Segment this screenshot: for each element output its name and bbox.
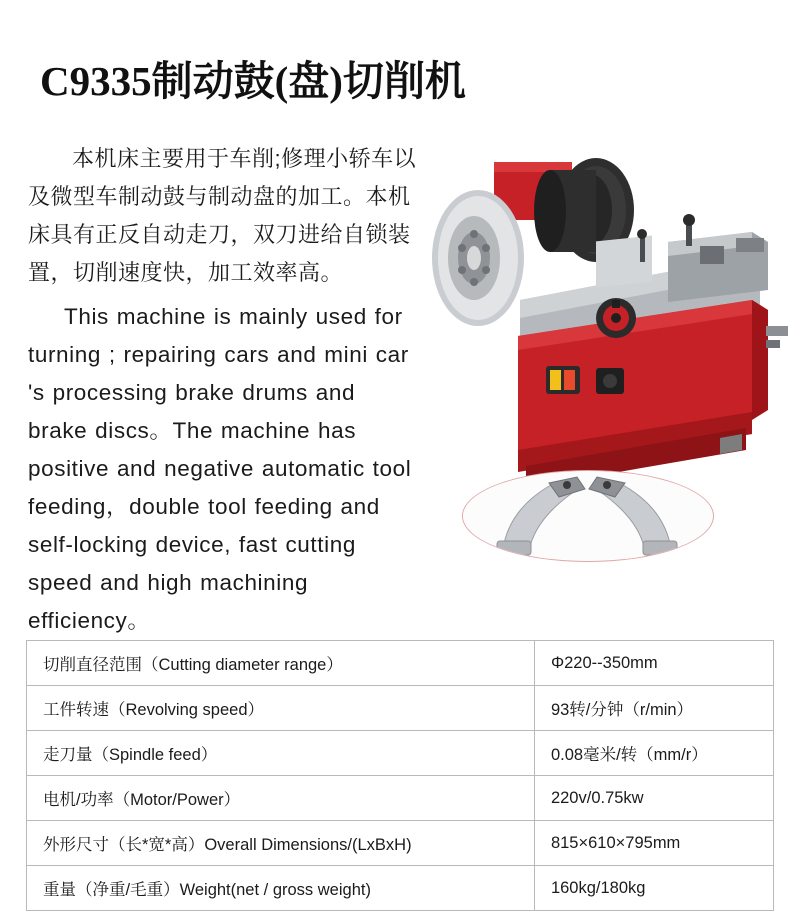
spec-label: 外形尺寸（长*宽*高）Overall Dimensions/(LxBxH): [27, 821, 535, 866]
table-row: [27, 776, 774, 821]
spec-label: 走刀量（Spindle feed）: [27, 731, 535, 776]
spec-value: 0.08毫米/转（mm/r）: [534, 731, 773, 776]
spec-value: Φ220--350mm: [534, 641, 773, 686]
specifications-table: [26, 640, 774, 911]
spec-value: 160kg/180kg: [534, 866, 773, 911]
spec-label: 切削直径范围（Cutting diameter range）: [27, 641, 535, 686]
spec-value: 220v/0.75kw: [534, 776, 773, 821]
table-row: [27, 641, 774, 686]
page-title: C9335制动鼓(盘)切削机: [40, 58, 466, 104]
specifications-table-body: [27, 641, 774, 911]
description-block: [28, 140, 418, 640]
description-english: This machine is mainly used for turning ; repairing cars and mini car 's processing brake drums and brake discs。The machine has positive and negative automatic tool feeding，double tool feeding and self-locking device, fast cutting speed and high machining efficiency。: [28, 304, 412, 633]
spec-label: 电机/功率（Motor/Power）: [27, 776, 535, 821]
spec-value: 93转/分钟（r/min）: [534, 686, 773, 731]
spec-label: 工件转速（Revolving speed）: [27, 686, 535, 731]
table-row: [27, 821, 774, 866]
table-row: [27, 866, 774, 911]
spec-label: 重量（净重/毛重）Weight(net / gross weight): [27, 866, 535, 911]
tool-holder-detail-icon: [463, 471, 711, 559]
table-row: [27, 731, 774, 776]
description-chinese: 本机床主要用于车削;修理小轿车以及微型车制动鼓与制动盘的加工。本机床具有正反自动走刀，双刀进给自锁装置，切削速度快，加工效率高。: [28, 146, 417, 285]
table-row: [27, 686, 774, 731]
detail-inset: [462, 470, 714, 562]
spec-value: 815×610×795mm: [534, 821, 773, 866]
